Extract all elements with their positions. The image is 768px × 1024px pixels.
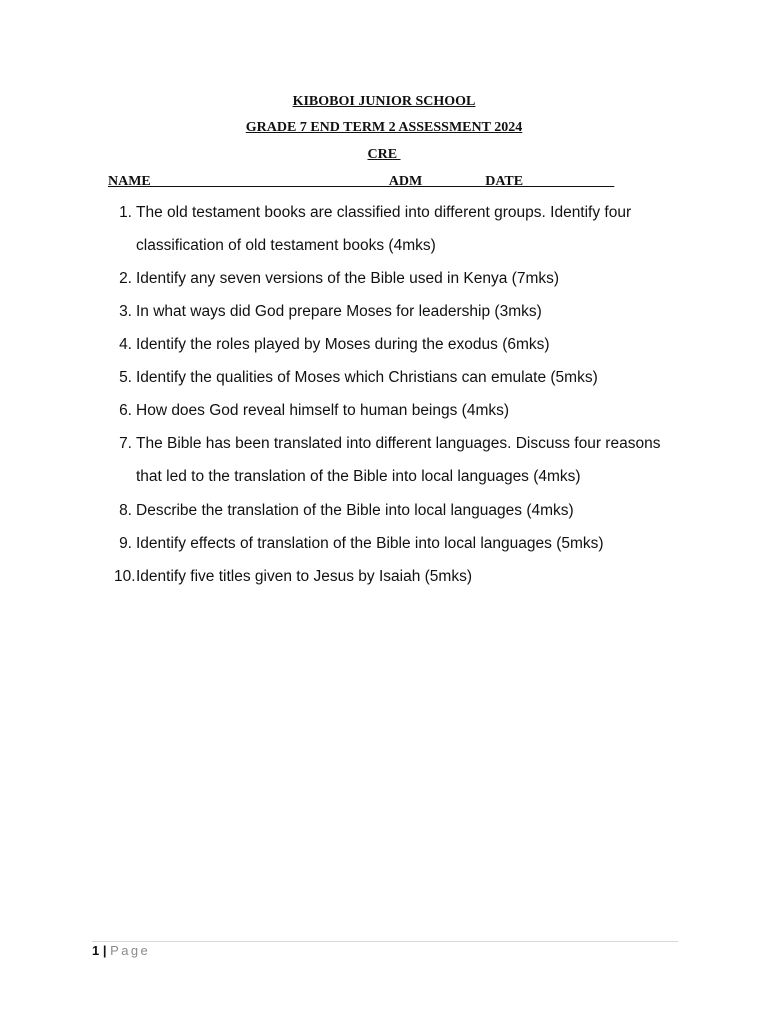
question-number: 8. — [119, 502, 132, 519]
question-number: 10. — [114, 568, 136, 585]
question-text: In what ways did God prepare Moses for leadership (3mks) — [136, 303, 542, 320]
question-line: classification of old testament books (4mks) — [136, 237, 436, 254]
question-number: 3. — [119, 303, 132, 320]
question-number: 9. — [119, 535, 132, 552]
question-text: Identify the roles played by Moses during the exodus (6mks) — [136, 336, 550, 353]
page-label: Page — [110, 943, 151, 958]
footer-separator: | — [102, 943, 107, 958]
student-details-line: NAME__________________________________ADM_________DATE_____________ — [108, 174, 615, 189]
question-number: 7. — [119, 435, 132, 452]
question-text — [136, 427, 696, 493]
assessment-title: GRADE 7 END TERM 2 ASSESSMENT 2024 — [245, 120, 523, 135]
question-line: The old testament books are classified into different groups. Identify four — [136, 204, 632, 221]
question-item — [108, 262, 688, 295]
footer-divider — [92, 941, 678, 942]
question-number: 6. — [119, 402, 132, 419]
question-number: 5. — [119, 369, 132, 386]
question-item — [108, 394, 688, 427]
page-footer — [92, 943, 150, 958]
question-number: 1. — [119, 204, 132, 221]
question-item — [108, 494, 688, 527]
question-text: How does God reveal himself to human beings (4mks) — [136, 402, 510, 419]
question-text: Identify the qualities of Moses which Christians can emulate (5mks) — [136, 369, 598, 386]
question-text: Identify any seven versions of the Bible used in Kenya (7mks) — [136, 270, 560, 287]
question-line: that led to the translation of the Bible into local languages (4mks) — [136, 468, 581, 485]
question-item — [108, 196, 688, 262]
question-text: Identify five titles given to Jesus by Isaiah (5mks) — [136, 568, 472, 585]
question-item — [108, 295, 688, 328]
question-item — [108, 560, 688, 593]
school-name: KIBOBOI JUNIOR SCHOOL — [292, 94, 476, 109]
question-text: Identify effects of translation of the Bible into local languages (5mks) — [136, 535, 604, 552]
question-number: 4. — [119, 336, 132, 353]
question-text — [136, 196, 696, 262]
page-number: 1 — [92, 943, 100, 958]
question-item — [108, 427, 688, 494]
question-number: 2. — [119, 270, 132, 287]
subject-title: CRE — [367, 147, 401, 162]
question-line: The Bible has been translated into different languages. Discuss four reasons — [136, 435, 661, 452]
question-text: Describe the translation of the Bible into local languages (4mks) — [136, 502, 574, 519]
question-item — [108, 328, 688, 361]
question-item — [108, 527, 688, 560]
question-item — [108, 361, 688, 394]
